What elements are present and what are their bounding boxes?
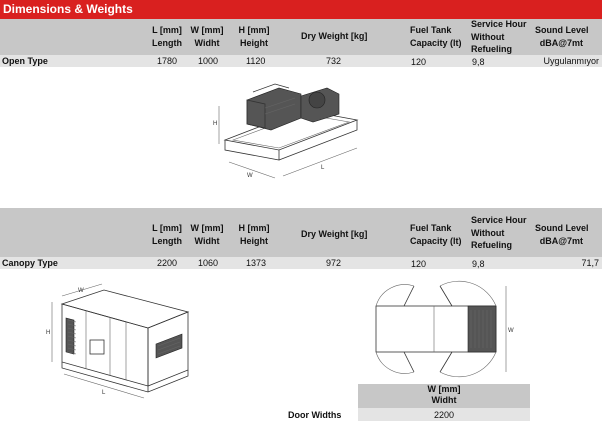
col-length-header-2: L [mm] Length xyxy=(152,223,182,246)
canopy-dry-weight: 972 xyxy=(326,258,342,268)
col-service-hour-header-2: Service Hour Without Refueling xyxy=(471,215,527,250)
col-service-hour-header: Service Hour Without Refueling xyxy=(471,19,527,54)
section-title: Dimensions & Weights xyxy=(3,2,133,16)
open-length: 1780 xyxy=(157,56,178,66)
door-width-value: 2200 xyxy=(433,410,455,420)
door-plan-w-label: W xyxy=(508,328,514,334)
canopy-fuel-tank: 120 xyxy=(411,259,427,269)
col-length-header: L [mm] Length xyxy=(152,25,182,48)
col-height-header: H [mm] Height xyxy=(238,25,270,48)
open-service-hour: 9,8 xyxy=(472,57,485,67)
canopy-sound-level: 71,7 xyxy=(581,258,599,268)
canopy-length: 2200 xyxy=(157,258,178,268)
col-height-header-2: H [mm] Height xyxy=(238,223,270,246)
col-width-header: W [mm] Widht xyxy=(190,25,224,48)
col-fuel-tank-header: Fuel Tank Capacity (lt) xyxy=(410,25,462,48)
canopy-drawing-l-label: L xyxy=(102,390,106,396)
open-drawing-h-label: H xyxy=(213,121,218,127)
open-drawing-l-label: L xyxy=(321,165,325,171)
open-type-label: Open Type xyxy=(2,56,48,66)
col-width-header-2: W [mm] Widht xyxy=(190,223,224,246)
canopy-height: 1373 xyxy=(246,258,267,268)
canopy-drawing-h-label: H xyxy=(46,330,51,336)
door-plan-view-drawing xyxy=(368,280,520,380)
open-dry-weight: 732 xyxy=(326,56,342,66)
col-dry-weight-header-2: Dry Weight [kg] xyxy=(301,229,368,239)
open-sound-level: Uygulanmıyor xyxy=(543,56,599,66)
col-fuel-tank-header-2: Fuel Tank Capacity (lt) xyxy=(410,223,462,246)
open-drawing-w-label: W xyxy=(247,173,253,179)
canopy-generator-drawing xyxy=(40,282,200,412)
canopy-service-hour: 9,8 xyxy=(472,259,485,269)
col-sound-level-header-2: Sound Level dBA@7mt xyxy=(535,223,589,246)
canopy-drawing-w-label: W xyxy=(78,288,84,294)
door-width-header: W [mm] Widht xyxy=(427,384,461,405)
col-dry-weight-header: Dry Weight [kg] xyxy=(301,31,368,41)
canopy-width: 1060 xyxy=(198,258,219,268)
open-type-row xyxy=(0,55,602,67)
section-title-bar xyxy=(0,0,602,19)
open-width: 1000 xyxy=(198,56,219,66)
open-height: 1120 xyxy=(246,56,266,66)
open-type-generator-drawing xyxy=(205,78,370,196)
canopy-type-label: Canopy Type xyxy=(2,258,58,268)
canopy-type-row xyxy=(0,257,602,269)
col-sound-level-header: Sound Level dBA@7mt xyxy=(535,25,589,48)
open-fuel-tank: 120 xyxy=(411,57,427,67)
door-widths-label: Door Widths xyxy=(288,410,342,420)
